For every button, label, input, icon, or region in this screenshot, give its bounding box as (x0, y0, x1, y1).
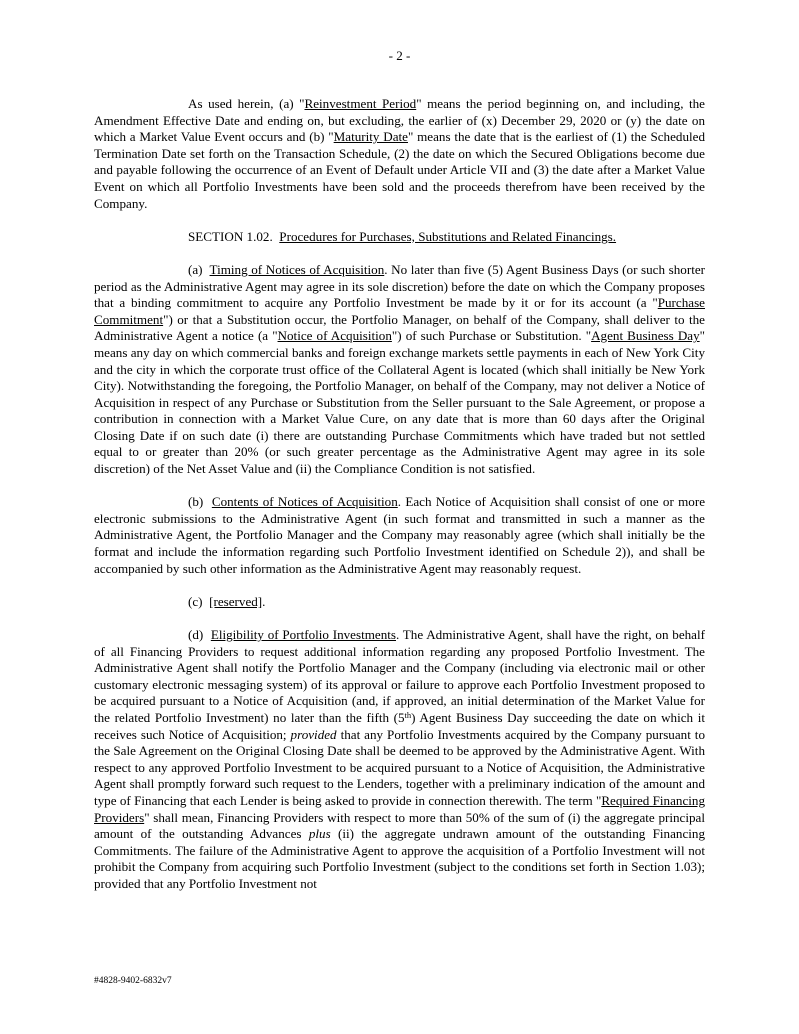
emphasis: plus (308, 826, 331, 842)
paragraph-b: (b) Contents of Notices of Acquisition. Each Notice of Acquisition shall consist of one or more electronic submissions to the Administrative Agent (in such format and transmitted in such a manner as the Administrative Agent, the Portfolio Manager and the Company may reasonably agree (which shall initially be the format and include the information regarding such Portfolio Investment identified on Schedule 2)), and shall be accompanied by such other information as the Administrative Agent may reasonably request. (94, 494, 706, 576)
section-title: Procedures for Purchases, Substitutions and Related Financings. (279, 228, 617, 244)
paragraph-heading: Contents of Notices of Acquisition (211, 494, 398, 510)
document-id-footer: #4828-9402-6832v7 (94, 976, 172, 986)
defined-term: Maturity Date (333, 129, 408, 145)
paragraph-d: (d) Eligibility of Portfolio Investments. The Administrative Agent, shall have the right, on behalf of all Financing Providers to request additional information regarding any proposed Portfolio Investment. The Administrative Agent shall notify the Portfolio Manager and the Company (including via electronic mail or other customary electronic messaging system) of its approval or failure to approve each Portfolio Investment proposed to be acquired pursuant to a Notice of Acquisition (and, if approved, an initial determination of the Market Value for the related Portfolio Investment) no later than the fifth (5th) Agent Business Day succeeding the date on which it receives such Notice of Acquisition; provided that any Portfolio Investments acquired by the Company pursuant to the Sale Agreement on the Original Closing Date shall be deemed to be approved by the Administrative Agent. With respect to any approved Portfolio Investment to be acquired pursuant to a Notice of Acquisition, the Administrative Agent shall promptly forward such request to the Lenders, together with a preliminary indication of the amount and type of Financing that each Lender is being asked to provide in connection therewith. The term "Required Financing Providers" shall mean, Financing Providers with respect to more than 50% of the sum of (i) the aggregate principal amount of the outstanding Advances plus (ii) the aggregate undrawn amount of the outstanding Financing Commitments. The failure of the Administrative Agent to approve the acquisition of a Portfolio Investment will not prohibit the Company from acquiring such Portfolio Investment (subject to the conditions set forth in Section 1.03); provided that any Portfolio Investment not (94, 627, 705, 891)
section-label: SECTION 1.02. (188, 228, 273, 244)
section-heading (94, 229, 705, 246)
definitions-paragraph: As used herein, (a) "Reinvestment Period" means the period beginning on, and including, the Amendment Effective Date and ending on, but excluding, the earlier of (x) December 29, 2020 or (y) the date on which a Market Value Event occurs and (b) "Maturity Date" means the date that is the earliest of (1) the Scheduled Termination Date set forth on the Transaction Schedule, (2) the date on which the Secured Obligations become due and payable following the occurrence of an Event of Default under Article VII and (3) the date after a Market Value Event on which all Portfolio Investments have been sold and the proceeds therefrom have been received by the Company. (94, 96, 706, 211)
defined-term: Notice of Acquisition (277, 328, 392, 344)
defined-term: Required Financing Providers (94, 792, 705, 825)
ordinal-superscript: th (404, 709, 412, 720)
emphasis: provided (290, 726, 337, 742)
body-text (94, 96, 705, 893)
defined-term: Reinvestment Period (304, 96, 417, 111)
paragraph-a: (a) Timing of Notices of Acquisition. No later than five (5) Agent Business Days (or such shorter period as the Administrative Agent may agree in its sole discretion) before the date on which the Company proposes that a binding commitment to acquire any Portfolio Investment be made by it or for its account (a "Purchase Commitment") or that a Substitution occur, the Portfolio Manager, on behalf of the Company, shall deliver to the Administrative Agent a notice (a "Notice of Acquisition") of such Purchase or Substitution. "Agent Business Day" means any day on which commercial banks and foreign exchange markets settle payments in each of New York City and the city in which the corporate trust office of the Collateral Agent is located (which shall initially be New York City). Notwithstanding the foregoing, the Portfolio Manager, on behalf of the Company, may not deliver a Notice of Acquisition in respect of any Purchase or Substitution from the Seller pursuant to the Sale Agreement, or propose a contribution in connection with a Market Value Cure, on any date that is more than 60 days after the Original Closing Date if on such date (i) there are outstanding Purchase Commitments which have traded but not settled equal to or greater than 20% (or such greater percentage as the Administrative Agent may agree in its sole discretion) of the Net Asset Value and (ii) the Compliance Condition is not satisfied. (94, 261, 705, 477)
defined-term: Agent Business Day (591, 328, 700, 344)
paragraph-c: (c) [reserved]. (188, 593, 266, 609)
paragraph-heading: Eligibility of Portfolio Investments (210, 627, 396, 642)
paragraph-heading: [reserved] (209, 593, 263, 609)
defined-term: Purchase Commitment (94, 295, 705, 327)
paragraph-heading: Timing of Notices of Acquisition (209, 261, 385, 277)
page-number: - 2 - (388, 48, 411, 63)
